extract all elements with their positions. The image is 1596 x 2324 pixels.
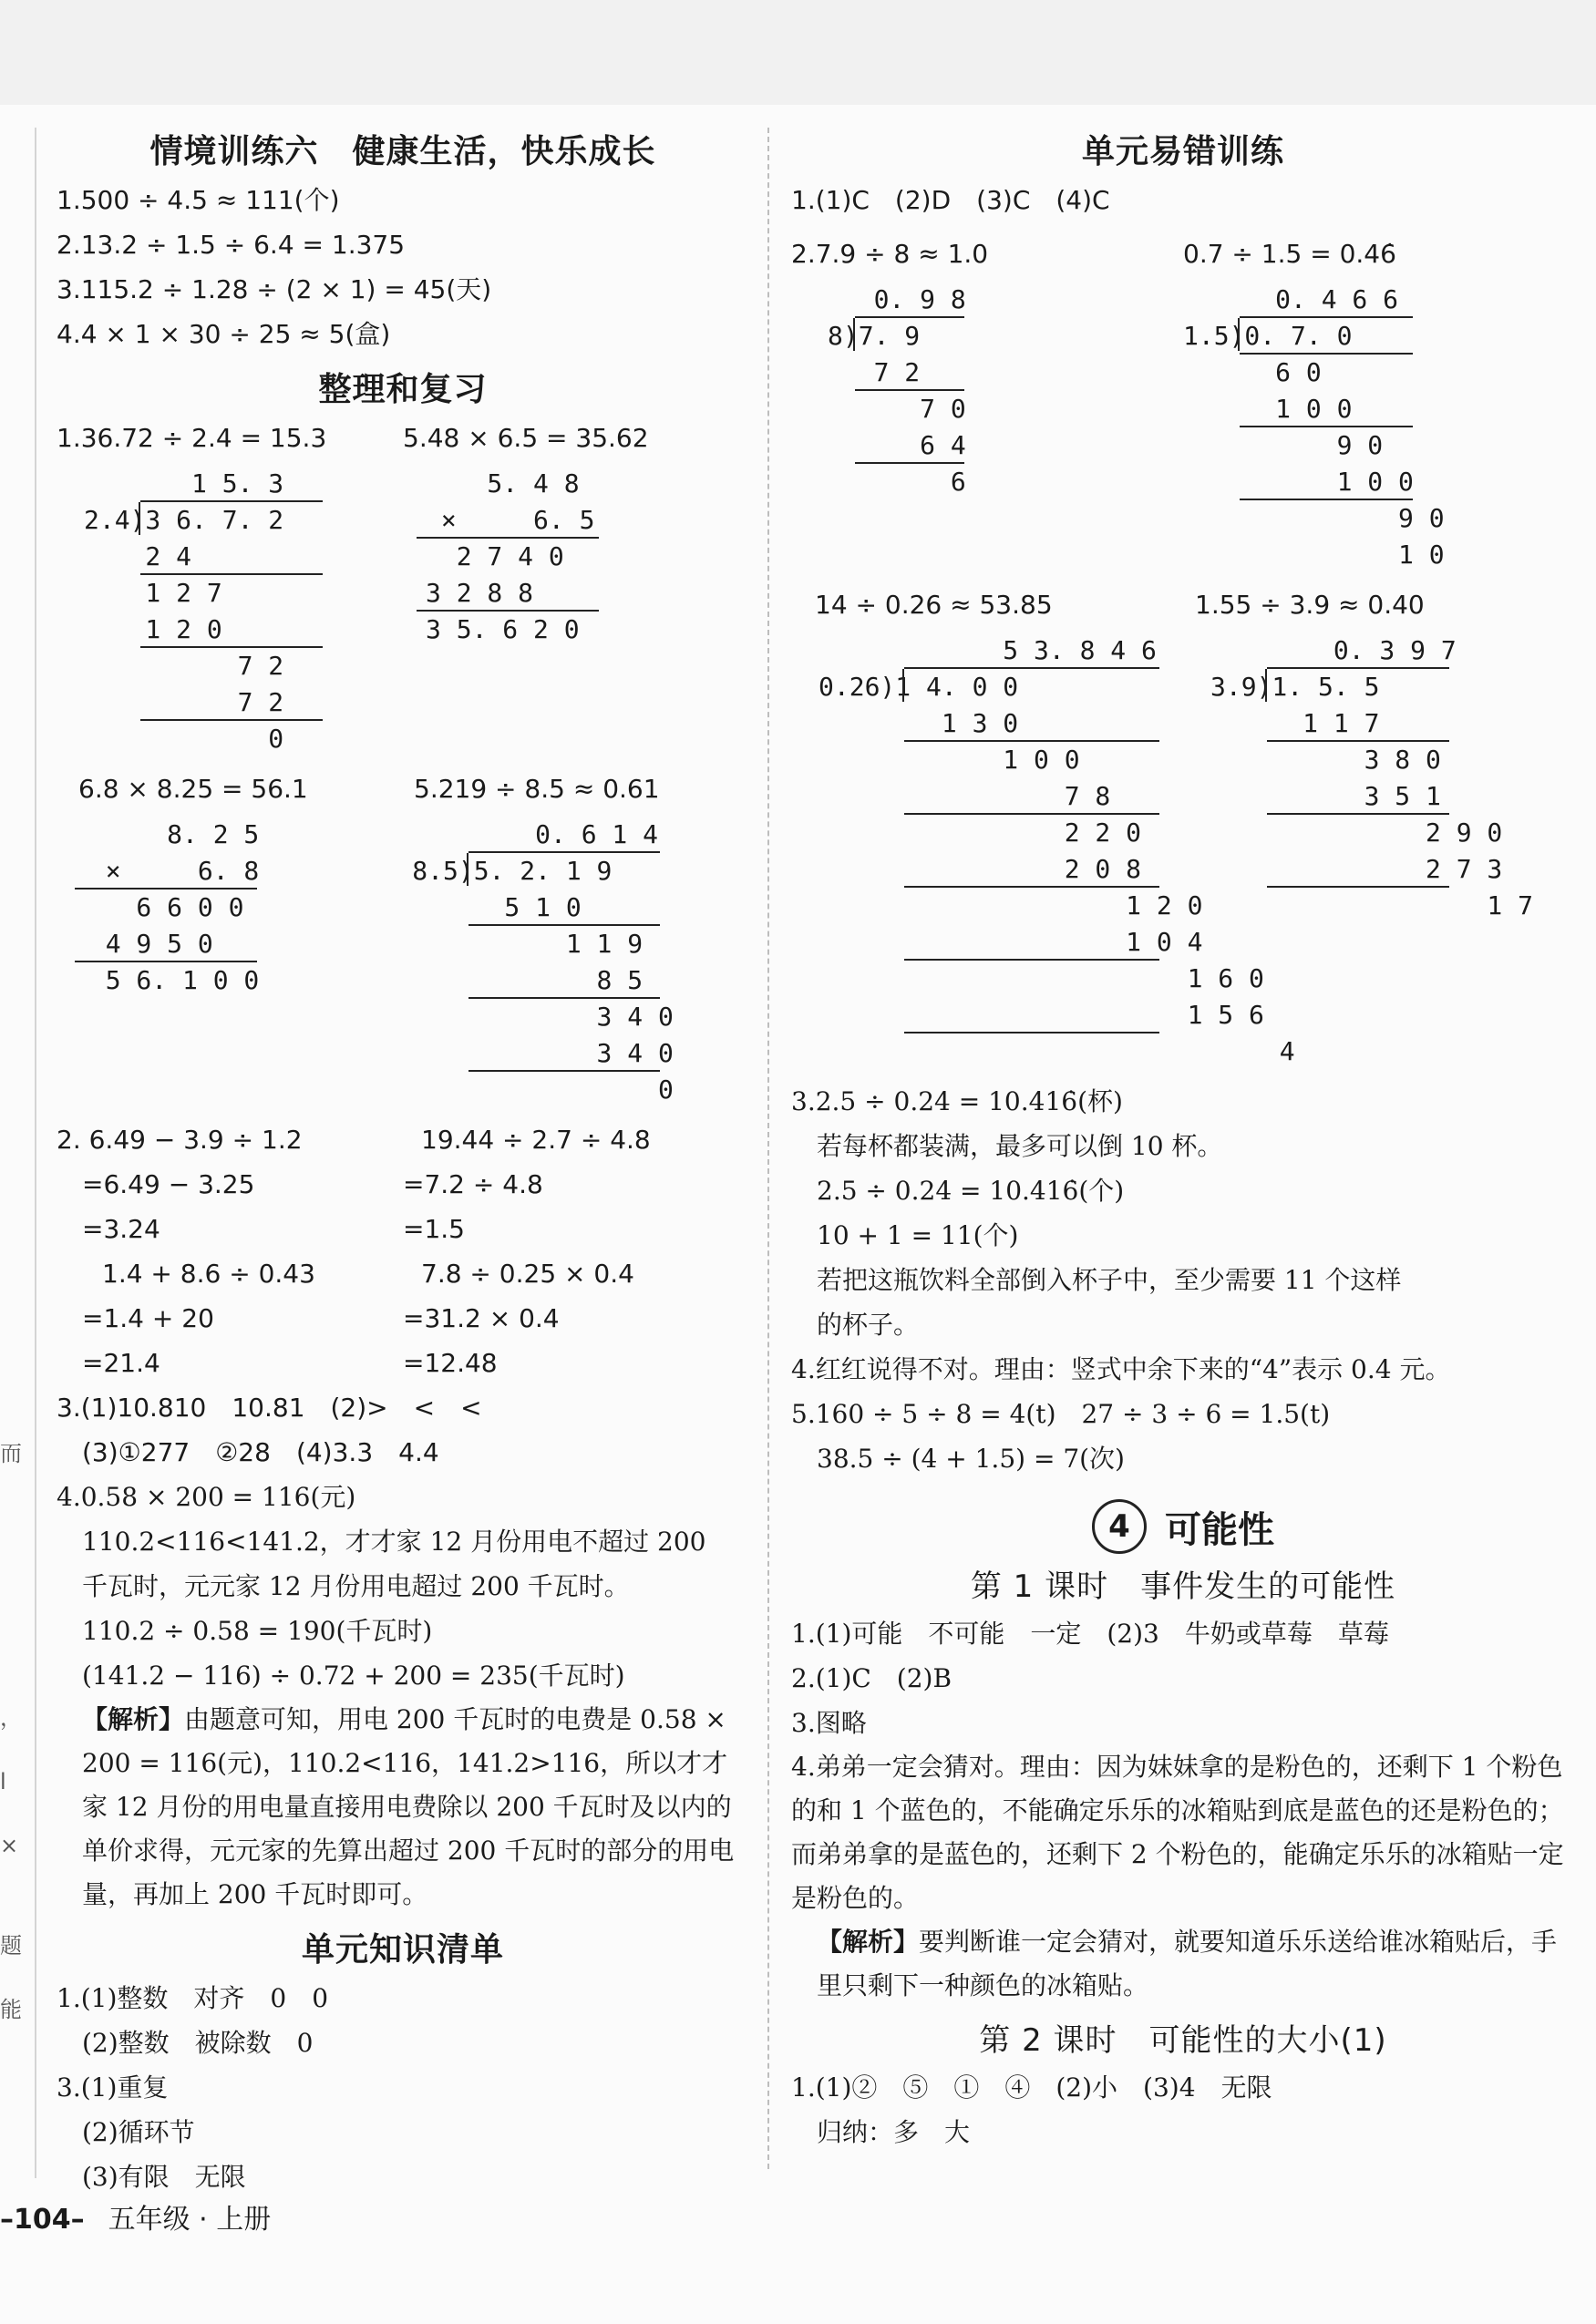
answer-line: 4.4 × 1 × 30 ÷ 25 ≈ 5(盒) <box>57 319 391 349</box>
section-title-knowledge-list: 单元知识清单 <box>301 1931 504 1969</box>
calc-rule <box>904 813 1159 815</box>
page-number: –104– <box>0 2204 85 2236</box>
answer-line: =1.5 <box>403 1214 465 1244</box>
answer-line: 3.2.5 ÷ 0.24 = 10.416̇(杯) <box>791 1086 1123 1116</box>
analysis-note <box>57 1698 749 1917</box>
analysis-label: 【解析】 <box>817 1927 920 1957</box>
answer-line: 2.7.9 ÷ 8 ≈ 1.0 <box>791 239 989 269</box>
calc-bar <box>1238 318 1240 351</box>
calc-rule <box>855 462 964 464</box>
calc-rule <box>1267 886 1449 888</box>
answer-line: 6.8 × 8.25 = 56.1 <box>78 774 308 804</box>
calc-rule <box>1267 740 1449 742</box>
calc-rule <box>417 537 599 539</box>
calc-bar <box>902 669 904 702</box>
calc-rule <box>75 961 257 962</box>
left-margin-line <box>35 128 36 2178</box>
answer-line: =6.49 − 3.25 <box>82 1169 255 1199</box>
calc-rule <box>1267 667 1449 669</box>
answer-line: (141.2 − 116) ÷ 0.72 + 200 = 235(千瓦时) <box>82 1661 625 1691</box>
answer-line: 1.(1)整数 对齐 0 0 <box>57 1983 329 2013</box>
calc-rule <box>904 740 1159 742</box>
calc-rule <box>904 886 1159 888</box>
calc-rule <box>140 500 323 502</box>
calc-rule <box>469 924 660 926</box>
analysis-label: 【解析】 <box>82 1704 185 1734</box>
calc-text: 5 3. 8 4 6 0.26)1 4. 0 0 1 3 0 1 0 0 7 8 2 2 0 2 0 8 1 2 0 1 0 4 1 6 0 1 5 6 4 <box>819 635 1295 1066</box>
answer-line: 10 + 1 = 11(个) <box>817 1220 1019 1250</box>
calc-text: 8. 2 5 × 6. 8 6 6 0 0 4 9 5 0 5 6. 1 0 0 <box>105 819 260 995</box>
unit-number: 4 <box>1092 1499 1147 1554</box>
vertical-division-5.219 <box>394 817 749 1108</box>
answer-line: 若每杯都装满，最多可以倒 10 杯。 <box>817 1131 1223 1161</box>
calc-bar <box>853 318 855 351</box>
calc-text: 0. 9 8 8)7. 9 7 2 7 0 6 4 6 <box>828 284 966 497</box>
answer-line: =21.4 <box>82 1348 160 1378</box>
answer-line: 7.8 ÷ 0.25 × 0.4 <box>421 1259 634 1289</box>
answer-line: =1.4 + 20 <box>82 1303 214 1333</box>
calc-rule <box>1240 426 1413 427</box>
answer-line: =7.2 ÷ 4.8 <box>403 1169 543 1199</box>
answer-line: 2.(1)C (2)B <box>791 1663 952 1693</box>
answer-line: 5.160 ÷ 5 ÷ 8 = 4(t) 27 ÷ 3 ÷ 6 = 1.5(t) <box>791 1399 1331 1429</box>
answer-line: =3.24 <box>82 1214 160 1244</box>
answer-line: (3)有限 无限 <box>82 2162 246 2192</box>
answer-line: (2)整数 被除数 0 <box>82 2028 314 2058</box>
calc-text: 0. 3 9 7 3.9)1. 5. 5 1 1 7 3 8 0 3 5 1 2 9 0 2 7 3 1 7 <box>1210 635 1534 920</box>
calc-rule <box>140 646 323 648</box>
answer-line: 2. 6.49 − 3.9 ÷ 1.2 <box>57 1125 303 1155</box>
answer-line: 4.0.58 × 200 = 116(元) <box>57 1482 356 1512</box>
calc-rule <box>469 851 660 853</box>
answer-line: 3.(1)重复 <box>57 2072 169 2103</box>
calc-rule <box>904 959 1159 961</box>
calc-rule <box>855 389 964 391</box>
answer-line: 3.(1)10.810 10.81 (2)> < < <box>57 1393 482 1423</box>
answer-line: 1.(1)C (2)D (3)C (4)C <box>791 185 1110 215</box>
analysis-text: 由题意可知，用电 200 千瓦时的电费是 0.58 × 200 = 116(元)，110.2<116，141.2>116，所以才才家 12 月份的用电量直接用电费除以 200 千瓦时及以内的单价求得，元元家的先算出超过 200 千瓦时的部分的用电量，再加上 200 千瓦时即可。 <box>82 1704 735 1909</box>
answer-line: 2.13.2 ÷ 1.5 ÷ 6.4 = 1.375 <box>57 230 406 260</box>
answer-line: 千瓦时，元元家 12 月份用电超过 200 千瓦时。 <box>82 1571 630 1601</box>
vertical-division-14 <box>791 632 1295 1070</box>
section-title-review: 整理和复习 <box>318 371 488 408</box>
calc-rule <box>75 888 257 889</box>
unit-title: 可能性 <box>1165 1508 1274 1551</box>
answer-line: 38.5 ÷ (4 + 1.5) = 7(次) <box>817 1444 1125 1474</box>
answer-line: 0.7 ÷ 1.5 = 0.46̇ <box>1183 239 1396 269</box>
answer-line: 归纳：多 大 <box>817 2117 971 2147</box>
calc-rule <box>1240 353 1413 355</box>
vertical-division-1.55 <box>1210 632 1575 1070</box>
vertical-division-36.72 <box>57 466 407 757</box>
margin-mark: 能 <box>0 1997 22 2022</box>
vertical-multiplication-8.25 <box>57 817 394 1108</box>
calc-text: 1 5. 3 2.4)3 6. 7. 2 2 4 1 2 7 1 2 0 7 2 7 2 0 <box>84 468 284 754</box>
answer-line: =12.48 <box>403 1348 498 1378</box>
unit-header <box>791 1499 1575 1554</box>
margin-mark: 题 <box>0 1933 22 1959</box>
answer-line: 1.(1)可能 不可能 一定 (2)3 牛奶或草莓 草莓 <box>791 1619 1389 1649</box>
calc-rule <box>1240 316 1413 318</box>
grade-label: 五年级 · 上册 <box>108 2204 272 2236</box>
margin-mark: × <box>0 1833 19 1858</box>
calc-rule <box>855 316 964 318</box>
lesson-title: 第 2 课时 可能性的大小(1) <box>979 2022 1387 2059</box>
answer-line: 5.219 ÷ 8.5 ≈ 0.61 <box>414 774 660 804</box>
section-title-scenario-6: 情境训练六 健康生活，快乐成长 <box>149 133 656 170</box>
answer-line: (3)①277 ②28 (4)3.3 4.4 <box>82 1437 439 1467</box>
calc-rule <box>417 610 599 612</box>
answer-line: 1.36.72 ÷ 2.4 = 15.3 <box>57 423 327 453</box>
lesson-title: 第 1 课时 事件发生的可能性 <box>970 1568 1396 1605</box>
vertical-multiplication-5.48 <box>407 466 749 757</box>
right-column <box>791 118 1575 2154</box>
answer-paragraph: 4.弟弟一定会猜对。理由：因为妹妹拿的是粉色的，还剩下 1 个粉色的和 1 个蓝色的，不能确定乐乐的冰箱贴到底是蓝色的还是粉色的；而弟弟拿的是蓝色的，还剩下 2 个粉色的，能确定乐乐的冰箱贴一定是粉色的。 <box>791 1752 1564 1913</box>
answer-line: 5.48 × 6.5 = 35.62 <box>403 423 649 453</box>
top-band <box>0 0 1596 105</box>
calc-bar <box>467 853 469 886</box>
calc-rule <box>904 1032 1159 1033</box>
answer-line: 110.2<116<141.2，才才家 12 月份用电不超过 200 <box>82 1527 706 1557</box>
section-title-error-prone: 单元易错训练 <box>1081 133 1284 170</box>
answer-line: 若把这瓶饮料全部倒入杯子中，至少需要 11 个这样 <box>817 1265 1402 1295</box>
calc-text: 0. 4 6 6 1.5)0. 7. 0 6 0 1 0 0 9 0 1 0 0 9 0 1 0 <box>1183 284 1445 570</box>
margin-mark: l <box>0 1769 6 1794</box>
calc-rule <box>469 1070 660 1072</box>
answer-line: 3.图略 <box>791 1708 867 1738</box>
answer-line: 1.4 + 8.6 ÷ 0.43 <box>102 1259 315 1289</box>
answer-line: 14 ÷ 0.26 ≈ 53.85 <box>815 590 1053 620</box>
answer-line: =31.2 × 0.4 <box>403 1303 560 1333</box>
calc-bar <box>139 502 140 535</box>
calc-rule <box>140 573 323 575</box>
vertical-division-0.7 <box>1101 282 1566 573</box>
calc-text: 5. 4 8 × 6. 5 2 7 4 0 3 2 8 8 3 5. 6 2 0 <box>426 468 595 644</box>
answer-line: 1.(1)② ⑤ ① ④ (2)小 (3)4 无限 <box>791 2072 1272 2103</box>
answer-line: 1.500 ÷ 4.5 ≈ 111(个) <box>57 185 340 215</box>
analysis-note <box>791 1920 1575 2008</box>
column-divider <box>767 128 769 2169</box>
answer-line: (2)循环节 <box>82 2117 195 2147</box>
margin-mark: 而 <box>0 1441 22 1466</box>
margin-marks <box>0 1422 22 2041</box>
answer-line: 110.2 ÷ 0.58 = 190(千瓦时) <box>82 1616 433 1646</box>
calc-rule <box>469 997 660 999</box>
answer-line: 1.55 ÷ 3.9 ≈ 0.40 <box>1195 590 1425 620</box>
answer-line: 19.44 ÷ 2.7 ÷ 4.8 <box>421 1125 651 1155</box>
answer-line: 的杯子。 <box>817 1310 920 1340</box>
answer-line: 2.5 ÷ 0.24 = 10.416̇(个) <box>817 1176 1125 1206</box>
left-column <box>57 118 749 2199</box>
calc-rule <box>1240 499 1413 500</box>
answer-line: 3.115.2 ÷ 1.28 ÷ (2 × 1) = 45(天) <box>57 274 492 304</box>
calc-text: 0. 6 1 4 8.5)5. 2. 1 9 5 1 0 1 1 9 8 5 3 4 0 3 4 0 0 <box>412 819 674 1105</box>
page-footer <box>0 2196 294 2237</box>
vertical-division-7.9 <box>791 282 1101 573</box>
analysis-text: 要判断谁一定会猜对，就要知道乐乐送给谁冰箱贴后，手里只剩下一种颜色的冰箱贴。 <box>817 1927 1558 2000</box>
calc-rule <box>1267 813 1449 815</box>
answer-line: 4.红红说得不对。理由：竖式中余下来的“4”表示 0.4 元。 <box>791 1354 1451 1384</box>
calc-rule <box>140 719 323 721</box>
calc-bar <box>1265 669 1267 702</box>
margin-mark: ， <box>0 1705 22 1731</box>
calc-rule <box>904 667 1159 669</box>
